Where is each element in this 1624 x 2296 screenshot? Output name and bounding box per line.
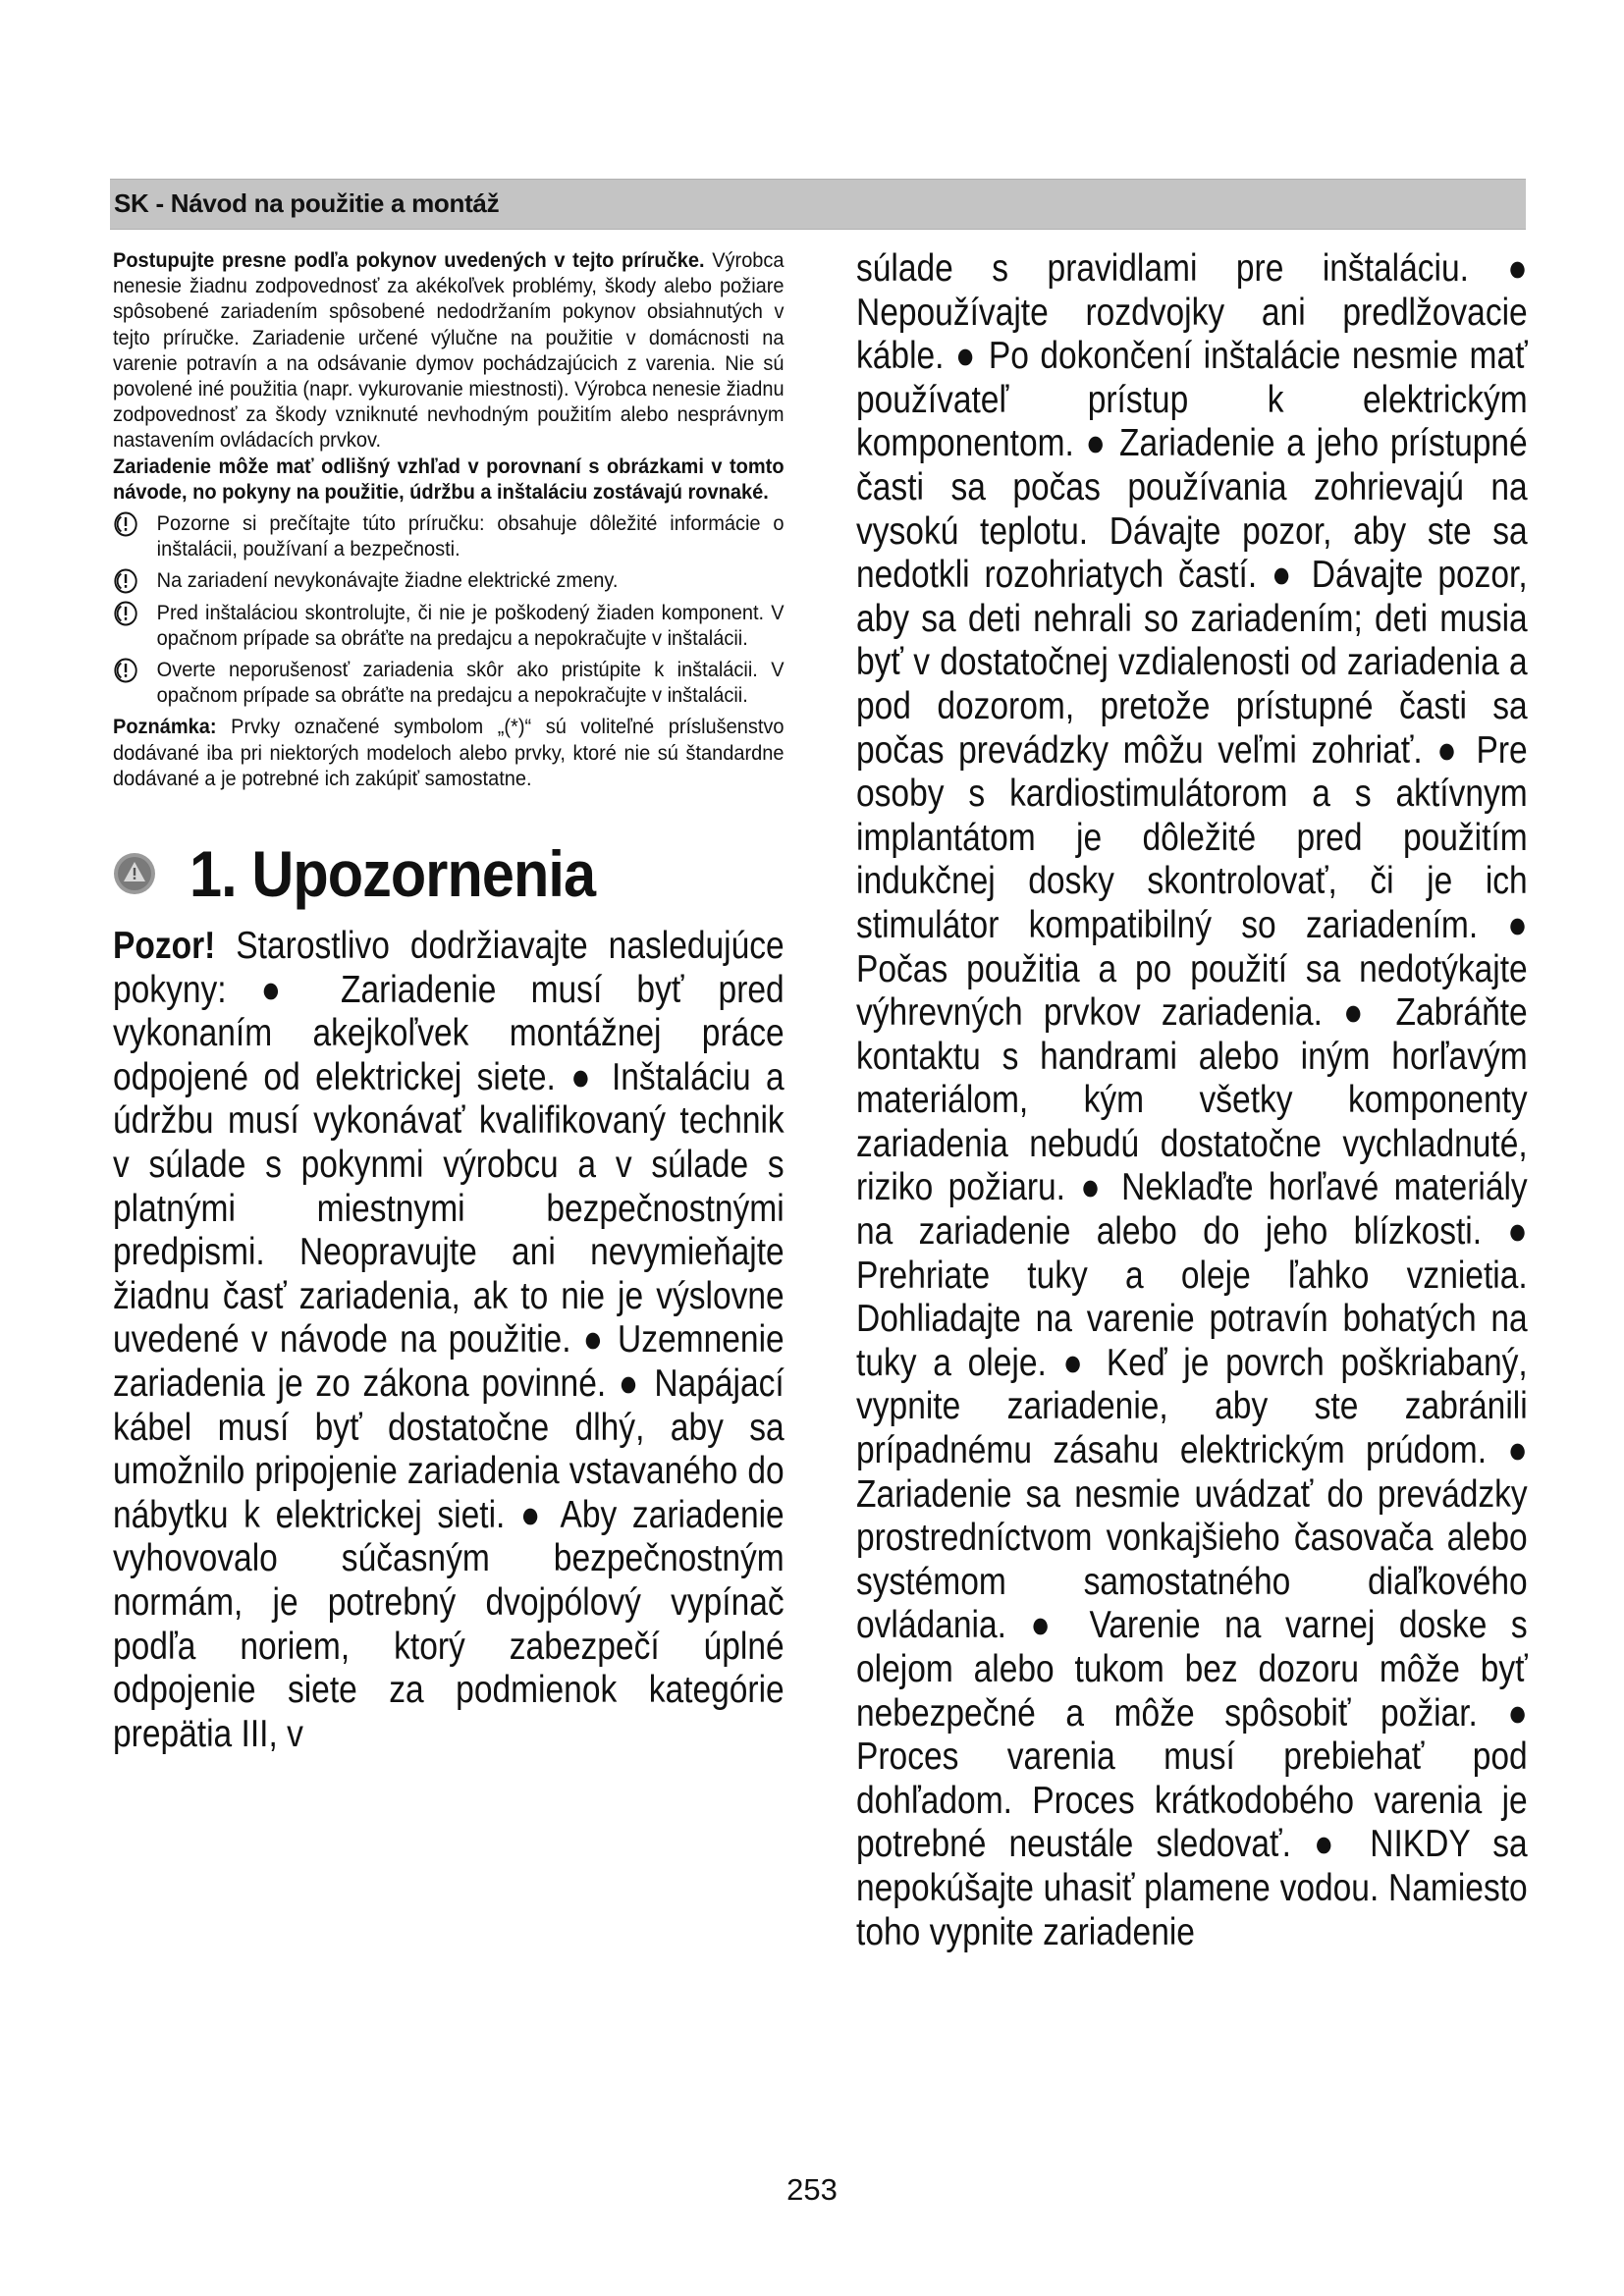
body-lead: Pozor!: [113, 925, 216, 968]
warning-item: [113, 510, 785, 561]
warning-circle-icon: [113, 657, 138, 684]
warning-text: Overte neporušenosť zariadenia skôr ako pristúpite k inštalácii. V opačnom prípade sa obráťte na predajcu a nepokračujte v inštalácii.: [156, 658, 785, 708]
warning-item: [113, 600, 785, 651]
note-label: Poznámka:: [113, 715, 217, 739]
intro-paragraph: [113, 247, 785, 454]
warning-text: Na zariadení nevykonávajte žiadne elektrické zmeny.: [156, 568, 619, 593]
note-paragraph: [113, 714, 785, 791]
intro-block: [113, 247, 785, 791]
body-text-left: Starostlivo dodržiavajte nasledujúce pokyny: ● Zariadenie musí byť pred vykonaním akejkoľvek montážnej práce odpojené od elektrickej siete. ● Inštaláciu a údržbu musí vykonávať kvalifikovaný technik v súlade s pokynmi výrobcu a v súlade s platnými miestnymi bezpečnostnými predpismi. Neopravujte ani nevymieňajte žiadnu časť zariadenia, ak to nie je výslovne uvedené v návode na použitie. ● Uzemnenie zariadenia je zo zákona povinné. ● Napájací kábel musí byť dostatočne dlhý, aby sa umožnilo pripojenie zariadenia vstavaného do nábytku k elektrickej sieti. ● Aby zariadenie vyhovovalo súčasným bezpečnostným normám, je potrebný dvojpólový vypínač podľa noriem, ktorý zabezpečí úplné odpojenie siete za podmienok kategórie prepätia III, v: [113, 925, 785, 1755]
warning-circle-icon: [113, 567, 138, 595]
document-title: SK - Návod na použitie a montáž: [114, 188, 500, 218]
section-title: 1. Upozornenia: [189, 837, 596, 911]
warning-triangle-icon: [113, 852, 156, 895]
left-column: [113, 247, 785, 1756]
warning-text: Pozorne si prečítajte túto príručku: obsahuje dôležité informácie o inštalácii, používaní a bezpečnosti.: [156, 511, 785, 561]
header-bar: [110, 179, 1526, 230]
intro-bold: Postupujte presne podľa pokynov uvedených v tejto príručke.: [113, 248, 705, 272]
appearance-note: Zariadenie môže mať odlišný vzhľad v porovnaní s obrázkami v tomto návode, no pokyny na použitie, údržbu a inštaláciu zostávajú rovnaké.: [113, 454, 785, 504]
warning-item: [113, 567, 785, 593]
warnings-body-left: [113, 925, 785, 1756]
section-heading: [113, 836, 785, 911]
note-text: Prvky označené symbolom „(*)“ sú voliteľné príslušenstvo dodávané iba pri niektorých modeloch alebo prvky, ktoré nie sú štandardne dodávané a je potrebné ich zakúpiť samostatne.: [113, 715, 785, 790]
right-column: [856, 247, 1528, 1954]
intro-text: Výrobca nenesie žiadnu zodpovednosť za akékoľvek problémy, škody alebo požiare spôsobené zariadením spôsobené nedodržaním pokynov obsiahnutých v tejto príručke. Zariadenie určené výlučne na použitie v domácnosti na varenie potravín a na odsávanie dymov pochádzajúcich z varenia. Nie sú povolené iné použitia (napr. vykurovanie miestnosti). Výrobca nenesie žiadnu zodpovednosť za škody vzniknuté nevhodným použitím alebo nesprávnym nastavením ovládacích prvkov.: [113, 248, 785, 453]
warnings-body-right: [856, 247, 1528, 1954]
warning-circle-icon: [113, 600, 138, 627]
page-number: 253: [786, 2172, 838, 2207]
warning-text: Pred inštaláciou skontrolujte, či nie je poškodený žiaden komponent. V opačnom prípade sa obráťte na predajcu a nepokračujte v inštalácii.: [156, 600, 785, 650]
warning-item: [113, 657, 785, 708]
body-text-right: súlade s pravidlami pre inštaláciu. ● Nepoužívajte rozdvojky ani predlžovacie káble. ● Po dokončení inštalácie nesmie mať používateľ prístup k elektrickým komponentom. ● Zariadenie a jeho prístupné časti sa počas používania zohrievajú na vysokú teplotu. Dávajte pozor, aby ste sa nedotkli rozohriatych častí. ● Dávajte pozor, aby sa deti nehrali so zariadením; deti musia byť v dostatočnej vzdialenosti od zariadenia a pod dozorom, pretože prístupné časti sa počas prevádzky môžu veľmi zohriať. ● Pre osoby s kardiostimulátorom a s aktívnym implantátom je dôležité pred použitím indukčnej dosky skontrolovať, či je ich stimulátor kompatibilný so zariadením. ● Počas použitia a po použití sa nedotýkajte výhrevných prvkov zariadenia. ● Zabráňte kontaktu s handrami alebo iným horľavým materiálom, kým všetky komponenty zariadenia nebudú dostatočne vychladnuté, riziko požiaru. ● Neklaďte horľavé materiály na zariadenie alebo do jeho blízkosti. ● Prehriate tuky a oleje ľahko vznietia. Dohliadajte na varenie potravín bohatých na tuky a oleje. ● Keď je povrch poškriabaný, vypnite zariadenie, aby ste zabránili prípadnému zásahu elektrickým prúdom. ● Zariadenie sa nesmie uvádzať do prevádzky prostredníctvom vonkajšieho časovača alebo systémom samostatného diaľkového ovládania. ● Varenie na varnej doske s olejom alebo tukom bez dozoru môže byť nebezpečné a môže spôsobiť požiar. ● Proces varenia musí prebiehať pod dohľadom. Proces krátkodobého varenia je potrebné neustále sledovať. ● NIKDY sa nepokúšajte uhasiť plamene vodou. Namiesto toho vypnite zariadenie: [856, 247, 1528, 1953]
warning-circle-icon: [113, 510, 138, 538]
